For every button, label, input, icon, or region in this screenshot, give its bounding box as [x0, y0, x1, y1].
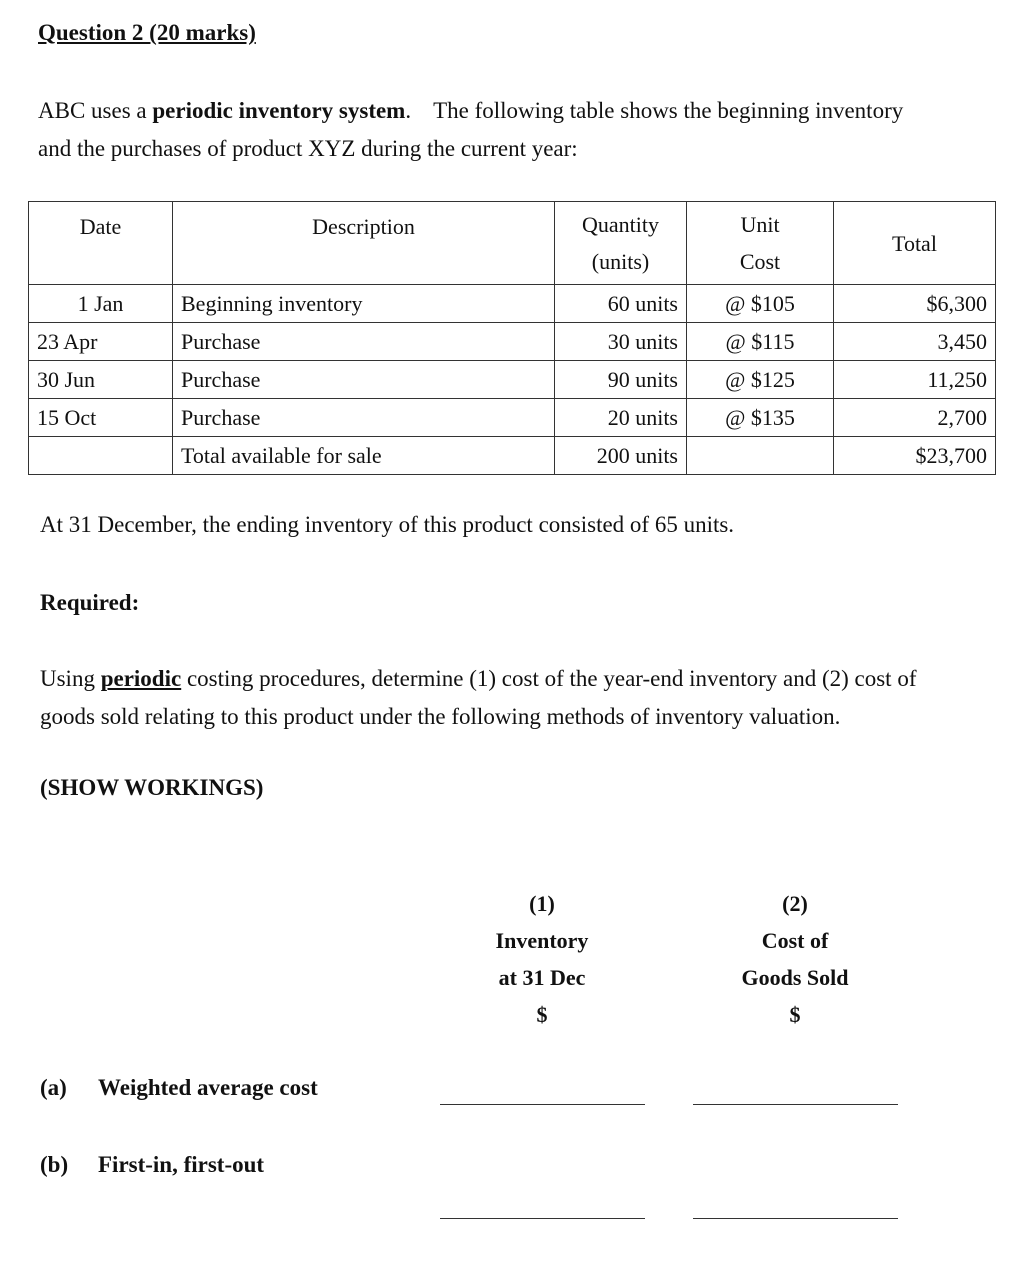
answer-line-b-cogs[interactable]	[693, 1218, 898, 1219]
cell-description: Purchase	[173, 323, 555, 361]
cell-total-description: Total available for sale	[173, 437, 555, 475]
show-workings-note: (SHOW WORKINGS)	[40, 775, 264, 800]
ending-inventory-text: At 31 December, the ending inventory of this product consisted of 65 units.	[40, 512, 735, 537]
method-fifo	[40, 1152, 264, 1178]
cell-description: Purchase	[173, 399, 555, 437]
answer-line-a-inventory[interactable]	[440, 1104, 645, 1105]
column-currency: $	[536, 1002, 548, 1027]
column-number: (1)	[529, 891, 555, 916]
intro-paragraph	[38, 92, 938, 168]
answer-line-b-inventory[interactable]	[440, 1218, 645, 1219]
cell-date-empty	[29, 437, 173, 475]
instructions-paragraph	[40, 660, 940, 736]
table-header-row	[29, 202, 996, 285]
cell-quantity: 30 units	[555, 323, 687, 361]
table-row	[29, 285, 996, 323]
column-currency: $	[789, 1002, 801, 1027]
table-total-row	[29, 437, 996, 475]
cell-unit-cost: @ $135	[687, 399, 834, 437]
answer-line-a-cogs[interactable]	[693, 1104, 898, 1105]
header-unit-cost: Unit Cost	[687, 202, 834, 285]
cell-total: 11,250	[834, 361, 996, 399]
cell-total: $6,300	[834, 285, 996, 323]
cell-unit-cost: @ $105	[687, 285, 834, 323]
instructions-rest: costing procedures, determine (1) cost of the year-end inventory and (2) cost of goods sold relating to this product under the following methods of inventory valuation.	[40, 666, 917, 729]
intro-text-start: ABC uses a	[38, 98, 153, 123]
column-label-line2: at 31 Dec	[498, 965, 586, 990]
cell-description: Beginning inventory	[173, 285, 555, 323]
cell-quantity: 60 units	[555, 285, 687, 323]
table-row	[29, 323, 996, 361]
header-total: Total	[834, 202, 996, 285]
cell-quantity: 20 units	[555, 399, 687, 437]
method-label: (b)	[40, 1152, 69, 1177]
cell-total: 2,700	[834, 399, 996, 437]
question-title: Question 2 (20 marks)	[38, 20, 256, 45]
column-label-line1: Inventory	[495, 928, 589, 953]
cell-date: 30 Jun	[29, 361, 173, 399]
cell-total: 3,450	[834, 323, 996, 361]
cell-date: 23 Apr	[29, 323, 173, 361]
column-inventory-header	[462, 885, 622, 1033]
inventory-table	[28, 201, 996, 475]
cell-date: 1 Jan	[29, 285, 173, 323]
cell-date: 15 Oct	[29, 399, 173, 437]
cell-total-quantity: 200 units	[555, 437, 687, 475]
intro-text-rest: The following table shows the beginning inventory and the purchases of product XYZ during the current year:	[38, 98, 904, 161]
table-row	[29, 399, 996, 437]
header-quantity: Quantity (units)	[555, 202, 687, 285]
instructions-start: Using	[40, 666, 101, 691]
method-label: (a)	[40, 1075, 67, 1100]
cell-quantity: 90 units	[555, 361, 687, 399]
method-weighted-average	[40, 1075, 318, 1101]
instructions-underlined-term: periodic	[100, 666, 182, 691]
column-number: (2)	[782, 891, 808, 916]
header-date: Date	[29, 202, 173, 285]
cell-unit-empty	[687, 437, 834, 475]
required-heading: Required:	[40, 590, 140, 615]
column-cogs-header	[710, 885, 880, 1033]
intro-period: .	[405, 98, 412, 123]
column-label-line2: Goods Sold	[741, 965, 849, 990]
cell-unit-cost: @ $125	[687, 361, 834, 399]
table-row	[29, 361, 996, 399]
header-description: Description	[173, 202, 555, 285]
cell-grand-total: $23,700	[834, 437, 996, 475]
cell-description: Purchase	[173, 361, 555, 399]
method-name: Weighted average cost	[98, 1075, 318, 1100]
column-label-line1: Cost of	[761, 928, 829, 953]
method-name: First-in, first-out	[98, 1152, 265, 1177]
cell-unit-cost: @ $115	[687, 323, 834, 361]
intro-bold-term: periodic inventory system	[152, 98, 406, 123]
